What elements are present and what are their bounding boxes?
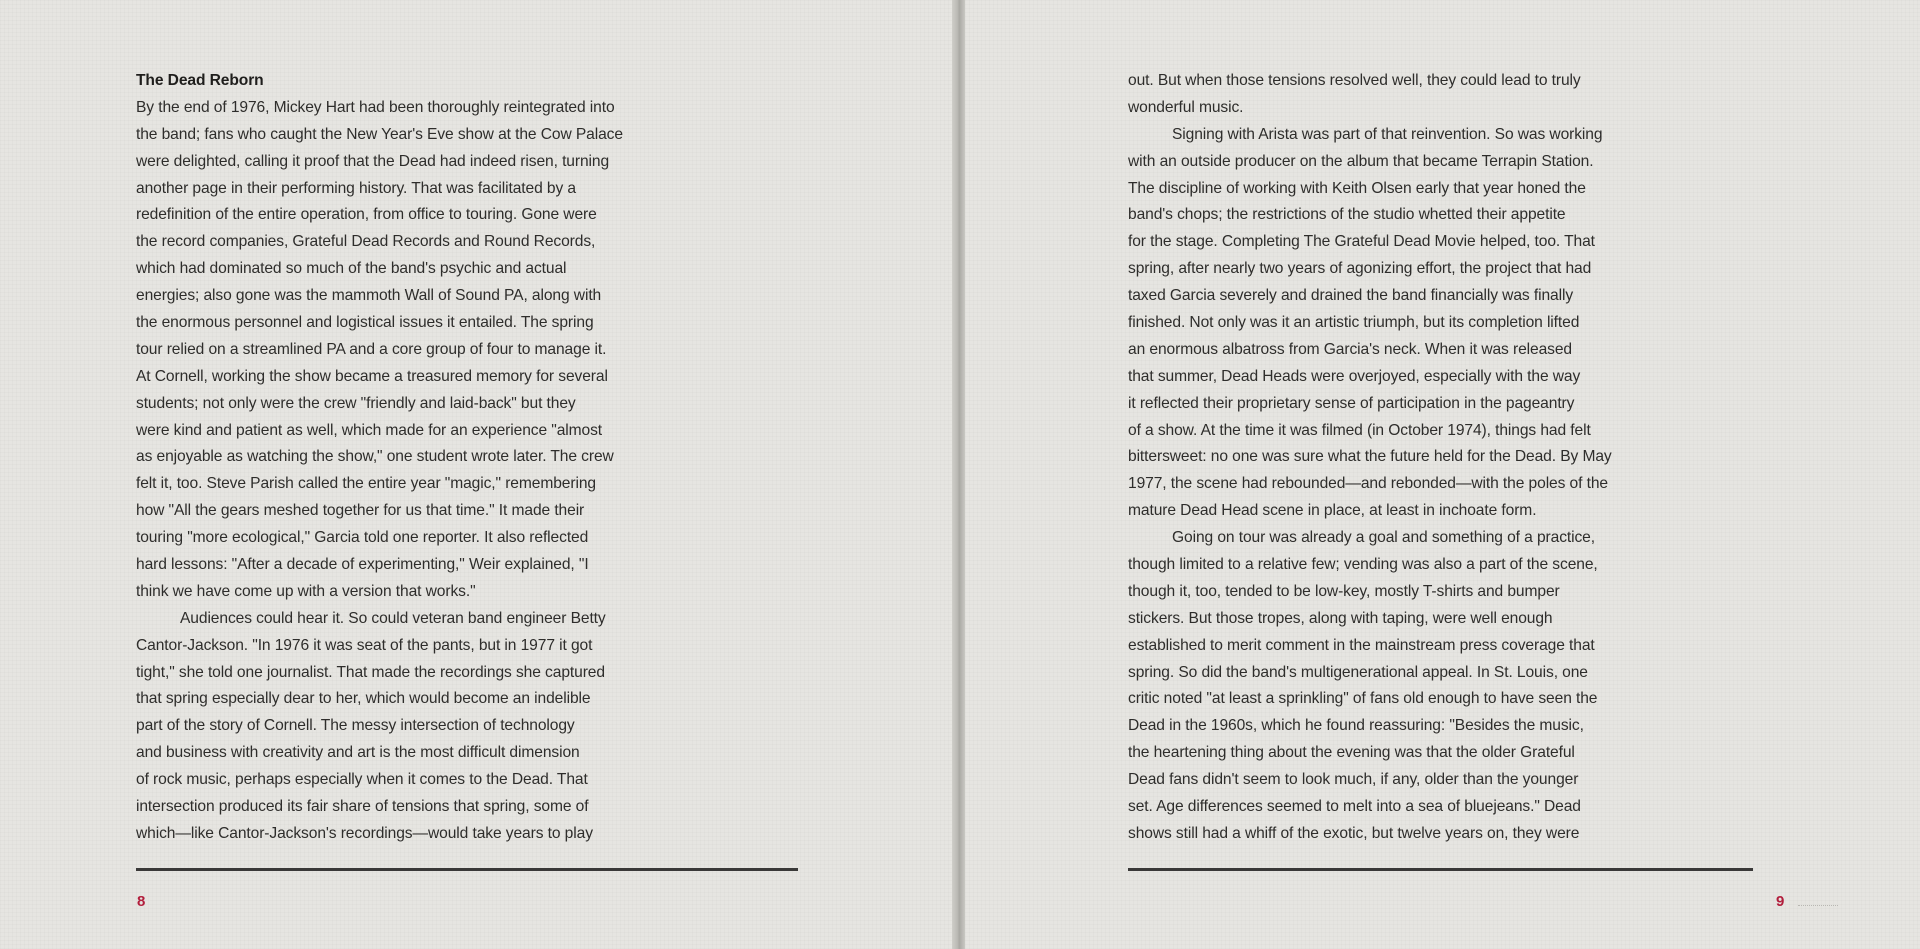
text-line: hard lessons: "After a decade of experimenting," Weir explained, "I [136, 556, 589, 574]
text-line: By the end of 1976, Mickey Hart had been thoroughly reintegrated into [136, 98, 615, 116]
text-line: tour relied on a streamlined PA and a core group of four to manage it. [136, 340, 607, 358]
decorative-dots [1798, 905, 1838, 907]
text-line: intersection produced its fair share of tensions that spring, some of [136, 798, 589, 816]
right-page [965, 0, 1920, 949]
text-line: Audiences could hear it. So could veteran band engineer Betty [180, 609, 606, 627]
text-line: bittersweet: no one was sure what the future held for the Dead. By May [1128, 448, 1612, 466]
footer-rule-left [136, 868, 798, 871]
text-line: felt it, too. Steve Parish called the entire year "magic," remembering [136, 475, 596, 493]
text-line: that spring especially dear to her, which would become an indelible [136, 690, 591, 708]
text-line: energies; also gone was the mammoth Wall of Sound PA, along with [136, 287, 602, 305]
text-line: redefinition of the entire operation, from office to touring. Gone were [136, 206, 597, 224]
text-line: for the stage. Completing The Grateful Dead Movie helped, too. That [1128, 233, 1595, 251]
text-line: the heartening thing about the evening was that the older Grateful [1128, 744, 1575, 762]
text-line: tight," she told one journalist. That made the recordings she captured [136, 663, 605, 681]
text-line: think we have come up with a version that works." [136, 582, 476, 600]
left-page [0, 0, 952, 949]
text-line: touring "more ecological," Garcia told one reporter. It also reflected [136, 529, 589, 547]
text-line: which had dominated so much of the band's psychic and actual [136, 260, 567, 278]
text-line: were kind and patient as well, which made for an experience "almost [136, 421, 603, 439]
text-line: 1977, the scene had rebounded—and rebonded—with the poles of the [1128, 475, 1608, 493]
text-line: mature Dead Head scene in place, at least in inchoate form. [1128, 502, 1537, 520]
text-line: with an outside producer on the album that became Terrapin Station. [1128, 152, 1594, 170]
text-line: taxed Garcia severely and drained the band financially was finally [1128, 287, 1574, 305]
text-line: critic noted "at least a sprinkling" of fans old enough to have seen the [1128, 690, 1598, 708]
text-line: Dead in the 1960s, which he found reassuring: "Besides the music, [1128, 717, 1584, 735]
text-line: established to merit comment in the mainstream press coverage that [1128, 636, 1595, 654]
text-line: Signing with Arista was part of that reinvention. So was working [1172, 125, 1603, 143]
text-line: At Cornell, working the show became a treasured memory for several [136, 367, 608, 385]
text-line: spring, after nearly two years of agonizing effort, the project that had [1128, 260, 1592, 278]
left-paragraph-2 [136, 606, 623, 848]
book-gutter [952, 0, 965, 949]
text-line: stickers. But those tropes, along with taping, were well enough [1128, 609, 1553, 627]
right-paragraph-3 [1128, 525, 1612, 848]
text-line: though it, too, tended to be low-key, mostly T-shirts and bumper [1128, 582, 1560, 600]
text-line: it reflected their proprietary sense of participation in the pageantry [1128, 394, 1575, 412]
text-line: set. Age differences seemed to melt into a sea of bluejeans." Dead [1128, 798, 1581, 816]
text-line: an enormous albatross from Garcia's neck. When it was released [1128, 340, 1572, 358]
text-line: another page in their performing history. That was facilitated by a [136, 179, 576, 197]
text-line: though limited to a relative few; vending was also a part of the scene, [1128, 556, 1598, 574]
left-page-text [136, 68, 623, 848]
page-number-left: 8 [137, 893, 146, 910]
text-line: part of the story of Cornell. The messy intersection of technology [136, 717, 575, 735]
text-line: the enormous personnel and logistical issues it entailed. The spring [136, 314, 594, 332]
text-line: were delighted, calling it proof that the Dead had indeed risen, turning [136, 152, 610, 170]
text-line: as enjoyable as watching the show," one student wrote later. The crew [136, 448, 614, 466]
text-line: how "All the gears meshed together for us that time." It made their [136, 502, 585, 520]
text-line: the band; fans who caught the New Year's Eve show at the Cow Palace [136, 125, 623, 143]
text-line: of a show. At the time it was filmed (in October 1974), things had felt [1128, 421, 1591, 439]
section-heading: The Dead Reborn [136, 72, 264, 89]
text-line: The discipline of working with Keith Olsen early that year honed the [1128, 179, 1586, 197]
page-number-right: 9 [1776, 893, 1785, 910]
text-line: finished. Not only was it an artistic triumph, but its completion lifted [1128, 314, 1580, 332]
text-line: band's chops; the restrictions of the studio whetted their appetite [1128, 206, 1566, 224]
text-line: Going on tour was already a goal and something of a practice, [1172, 529, 1595, 547]
right-paragraph-1 [1128, 68, 1612, 122]
text-line: wonderful music. [1128, 98, 1244, 116]
text-line: spring. So did the band's multigenerational appeal. In St. Louis, one [1128, 663, 1588, 681]
text-line: out. But when those tensions resolved well, they could lead to truly [1128, 72, 1581, 89]
text-line: the record companies, Grateful Dead Records and Round Records, [136, 233, 596, 251]
text-line: and business with creativity and art is the most difficult dimension [136, 744, 580, 762]
text-line: of rock music, perhaps especially when it comes to the Dead. That [136, 771, 588, 789]
text-line: which—like Cantor-Jackson's recordings—would take years to play [136, 824, 593, 842]
text-line: students; not only were the crew "friendly and laid-back" but they [136, 394, 576, 412]
text-line: Dead fans didn't seem to look much, if any, older than the younger [1128, 771, 1579, 789]
text-line: that summer, Dead Heads were overjoyed, especially with the way [1128, 367, 1581, 385]
right-paragraph-2 [1128, 122, 1612, 525]
right-page-text [1128, 68, 1612, 848]
text-line: shows still had a whiff of the exotic, but twelve years on, they were [1128, 824, 1580, 842]
footer-rule-right [1128, 868, 1753, 871]
left-paragraph-1 [136, 95, 623, 606]
text-line: Cantor-Jackson. "In 1976 it was seat of the pants, but in 1977 it got [136, 636, 593, 654]
